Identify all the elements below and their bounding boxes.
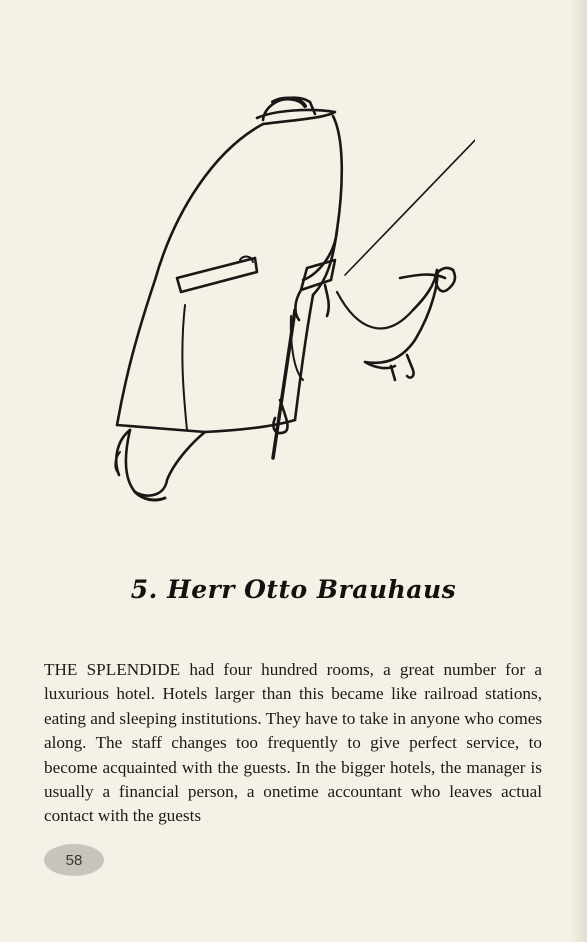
page-number-badge	[44, 844, 104, 876]
page-number: 58	[65, 851, 83, 869]
body-paragraph: THE SPLENDIDE had four hundred rooms, a great number for a luxurious hotel. Hotels larger than this became like railroad stations, eating and sleeping institutions. They have to take in anyone who comes along. The staff changes too frequently to give perfect service, to become acquainted with the guests. In the bigger hotels, the manager is usually a financial person, a onetime accountant who leaves actual contact with the guests	[44, 660, 543, 826]
chapter-title: 5. Herr Otto Brauhaus	[130, 575, 457, 604]
illustration-man-with-dog	[95, 80, 475, 520]
page-edge-shadow	[569, 0, 587, 942]
